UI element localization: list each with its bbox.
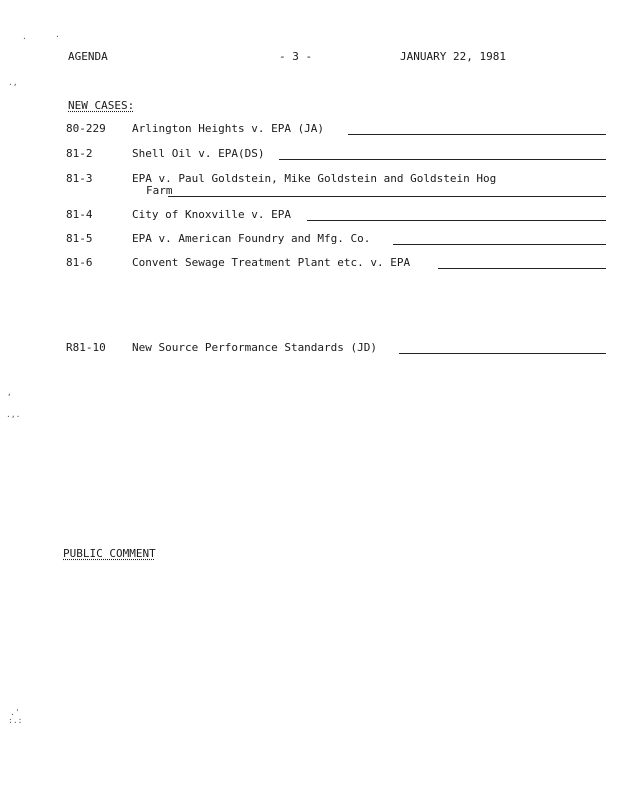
new-cases-heading: NEW CASES: <box>68 99 135 112</box>
scan-speck: :.: <box>8 716 23 725</box>
case-title: Convent Sewage Treatment Plant etc. v. EPA <box>132 256 411 269</box>
case-signature-line <box>168 196 606 197</box>
case-signature-line <box>393 244 606 245</box>
header-page-number: - 3 - <box>279 50 313 63</box>
case-signature-line <box>307 220 606 221</box>
scan-speck: ., <box>8 78 18 87</box>
case-number: 81-4 <box>66 208 93 221</box>
case-title: EPA v. American Foundry and Mfg. Co. <box>132 232 371 245</box>
regulatory-signature-line <box>399 353 606 354</box>
scan-speck: .' <box>10 708 20 717</box>
scan-speck: . <box>55 30 60 39</box>
public-comment-heading: PUBLIC COMMENT <box>63 547 156 560</box>
regulatory-row <box>0 341 618 359</box>
case-number: 81-6 <box>66 256 93 269</box>
case-row <box>0 232 618 250</box>
case-title: Arlington Heights v. EPA (JA) <box>132 122 325 135</box>
scan-speck: .,. <box>6 410 21 419</box>
scan-speck: . <box>22 32 27 41</box>
regulatory-number: R81-10 <box>66 341 106 354</box>
case-title: City of Knoxville v. EPA <box>132 208 291 221</box>
case-signature-line <box>279 159 606 160</box>
case-signature-line <box>438 268 606 269</box>
case-row <box>0 147 618 165</box>
case-row <box>0 122 618 140</box>
case-title: Shell Oil v. EPA(DS) <box>132 147 265 160</box>
case-number: 80-229 <box>66 122 106 135</box>
case-row <box>0 172 618 202</box>
header-agenda-label: AGENDA <box>68 50 108 63</box>
header-date: JANUARY 22, 1981 <box>400 50 506 63</box>
case-number: 81-3 <box>66 172 93 185</box>
case-number: 81-5 <box>66 232 93 245</box>
case-signature-line <box>348 134 606 135</box>
case-title-continued: Farm <box>146 184 173 197</box>
scan-speck: , <box>7 388 12 397</box>
case-row <box>0 256 618 274</box>
case-number: 81-2 <box>66 147 93 160</box>
case-title: EPA v. Paul Goldstein, Mike Goldstein and Goldstein Hog <box>132 172 497 185</box>
regulatory-title: New Source Performance Standards (JD) <box>132 341 378 354</box>
case-row <box>0 208 618 226</box>
